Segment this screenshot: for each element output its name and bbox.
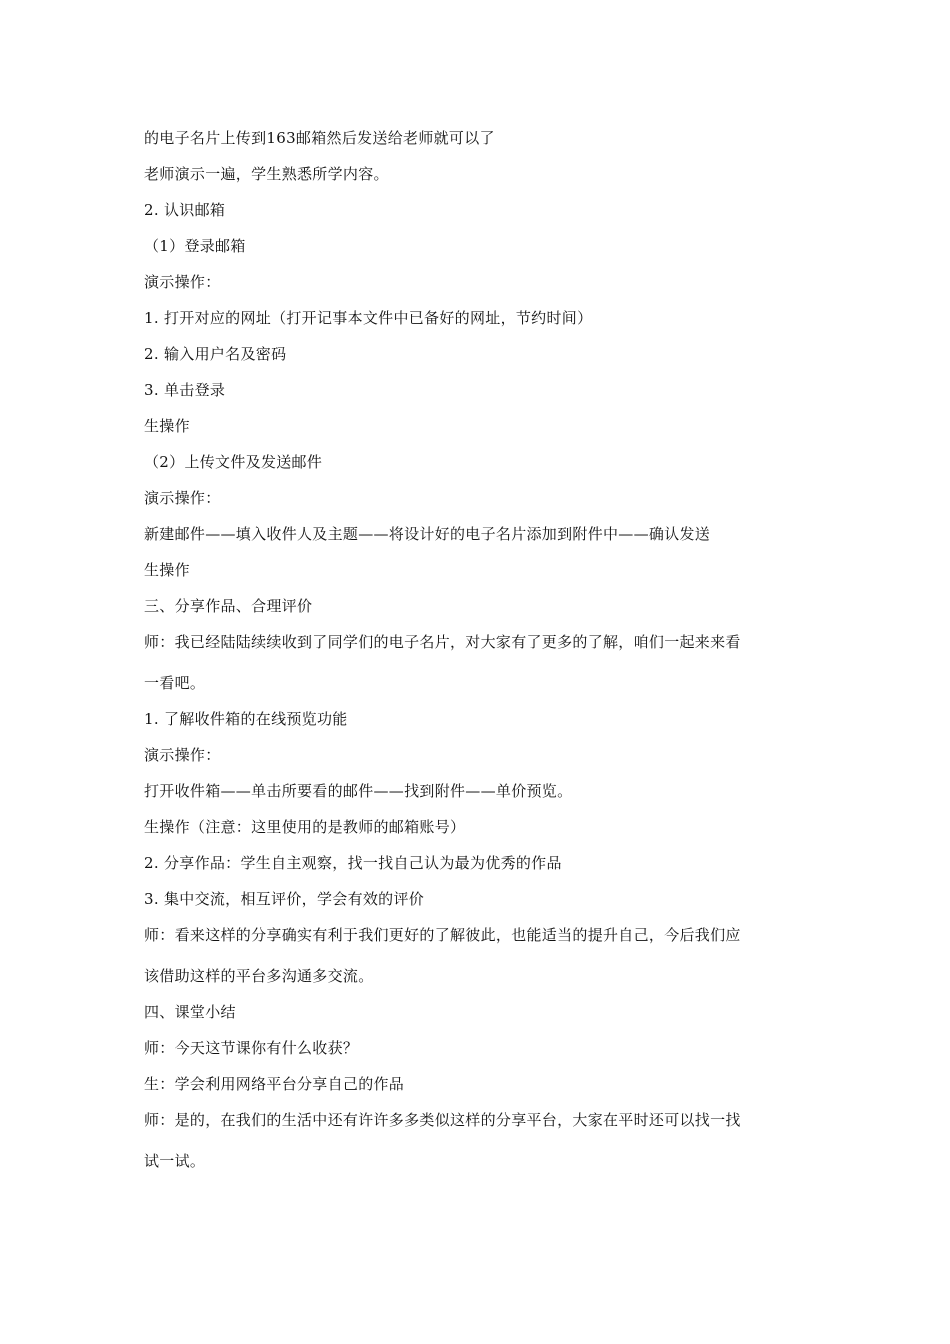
text-line: 演示操作：: [144, 489, 221, 507]
text-line: 生操作: [144, 561, 190, 579]
text-line: 打开收件箱——单击所要看的邮件——找到附件——单价预览。: [144, 782, 573, 800]
list-item: 1. 了解收件箱的在线预览功能: [144, 710, 348, 728]
sub-heading: （2）上传文件及发送邮件: [144, 453, 323, 471]
text-line: 师：看来这样的分享确实有利于我们更好的了解彼此，也能适当的提升自己，今后我们应: [144, 926, 741, 944]
text-line: 生操作（注意：这里使用的是教师的邮箱账号）: [144, 818, 466, 836]
list-item: 3. 单击登录: [144, 381, 226, 399]
text-line: 演示操作：: [144, 746, 221, 764]
text-line: 的电子名片上传到163邮箱然后发送给老师就可以了: [144, 129, 495, 147]
sub-heading: （1）登录邮箱: [144, 237, 246, 255]
text-line: 一看吧。: [144, 674, 206, 692]
text-line: 生操作: [144, 417, 190, 435]
text-line: 该借助这样的平台多沟通多交流。: [144, 967, 374, 985]
text-line: 演示操作：: [144, 273, 221, 291]
section-heading: 四、课堂小结: [144, 1003, 236, 1021]
text-line: 老师演示一遍，学生熟悉所学内容。: [144, 165, 389, 183]
list-item: 1. 打开对应的网址（打开记事本文件中已备好的网址，节约时间）: [144, 309, 593, 327]
text-line: 试一试。: [144, 1152, 206, 1170]
section-heading: 2. 认识邮箱: [144, 201, 226, 219]
text-line: 生：学会利用网络平台分享自己的作品: [144, 1075, 405, 1093]
text-line: 师：我已经陆陆续续收到了同学们的电子名片，对大家有了更多的了解，咱们一起来来看: [144, 633, 741, 651]
list-item: 2. 输入用户名及密码: [144, 345, 287, 363]
text-line: 新建邮件——填入收件人及主题——将设计好的电子名片添加到附件中——确认发送: [144, 525, 711, 543]
list-item: 3. 集中交流，相互评价，学会有效的评价: [144, 890, 425, 908]
list-item: 2. 分享作品：学生自主观察，找一找自己认为最为优秀的作品: [144, 854, 562, 872]
section-heading: 三、分享作品、合理评价: [144, 597, 313, 615]
text-line: 师：是的，在我们的生活中还有许许多多类似这样的分享平台，大家在平时还可以找一找: [144, 1111, 741, 1129]
text-line: 师：今天这节课你有什么收获？: [144, 1039, 359, 1057]
